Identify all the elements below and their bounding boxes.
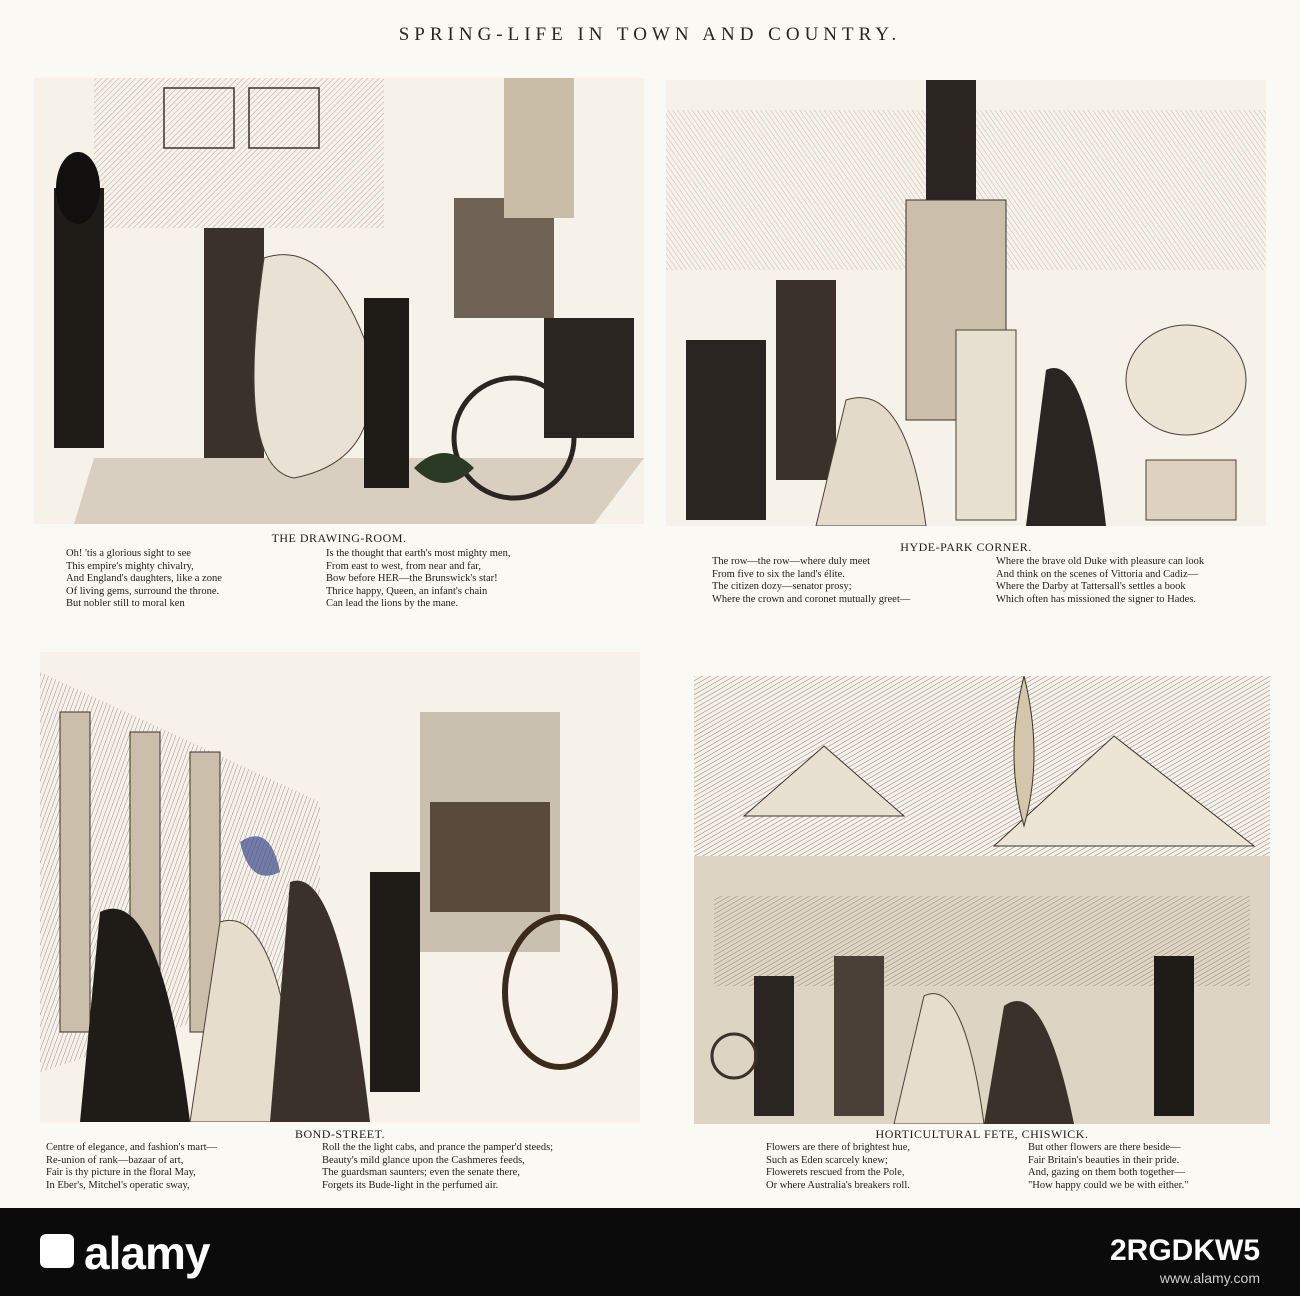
- drawing-room-engraving: [34, 78, 644, 524]
- verse-drawing-room-left: Oh! 'tis a glorious sight to see This empire's mighty chivalry, And England's daughters, like a zone Of living gems, surround the throne. But nobler still to moral ken: [66, 548, 222, 610]
- caption-horticultural-fete: HORTICULTURAL FETE, CHISWICK.: [875, 1127, 1089, 1141]
- alamy-logo-icon: [40, 1234, 74, 1268]
- verse-horticultural-right: But other flowers are there beside— Fair Britain's beauties in their pride. And, gazing on them both together— "How happy could we be with either.": [1028, 1142, 1189, 1191]
- verse-hyde-park-left: The row—the row—where duly meet From five to six the land's élite. The citizen dozy—senator prosy; Where the crown and coronet mutually greet—: [712, 556, 911, 605]
- stock-logo-text: alamy: [84, 1227, 210, 1279]
- horticultural-fete-engraving: [694, 676, 1270, 1124]
- page-title: SPRING-LIFE IN TOWN AND COUNTRY.: [398, 24, 902, 45]
- bond-street-engraving: [40, 652, 640, 1122]
- caption-drawing-room: THE DRAWING-ROOM.: [271, 531, 407, 545]
- hyde-park-engraving: [666, 80, 1266, 526]
- verse-horticultural-left: Flowers are there of brightest hue, Such as Eden scarcely knew; Flowerets rescued from the Pole, Or where Australia's breakers roll.: [766, 1142, 911, 1191]
- verse-drawing-room-right: Is the thought that earth's most mighty men, From east to west, from near and far, Bow before HER—the Brunswick's star! Thrice happy, Queen, an infant's chain Can lead the lions by the mane.: [326, 548, 511, 610]
- illustration-hyde-park-corner: [666, 80, 1266, 526]
- illustration-drawing-room: [34, 78, 644, 524]
- illustration-bond-street: [40, 652, 640, 1122]
- caption-bond-street: BOND-STREET.: [294, 1127, 386, 1141]
- verse-bond-street-left: Centre of elegance, and fashion's mart— Re-union of rank—bazaar of art, Fair is thy picture in the floral May, In Eber's, Mitchel's operatic sway,: [46, 1142, 217, 1191]
- stock-url[interactable]: www.alamy.com: [1159, 1270, 1260, 1286]
- caption-hyde-park-corner: HYDE-PARK CORNER.: [900, 540, 1032, 554]
- verse-hyde-park-right: Where the brave old Duke with pleasure can look And think on the scenes of Vittoria and Cadiz— Where the Darby at Tattersall's settles a book Which often has missioned the signer to Hades.: [996, 556, 1205, 605]
- verse-bond-street-right: Roll the the light cabs, and prance the pamper'd steeds; Beauty's mild glance upon the Cashmeres feeds, The guardsman saunters; even the senate there, Forgets its Bude-light in the perfumed air.: [322, 1142, 554, 1191]
- illustration-horticultural-fete: [694, 676, 1270, 1124]
- image-id: 2RGDKW5: [1109, 1234, 1260, 1267]
